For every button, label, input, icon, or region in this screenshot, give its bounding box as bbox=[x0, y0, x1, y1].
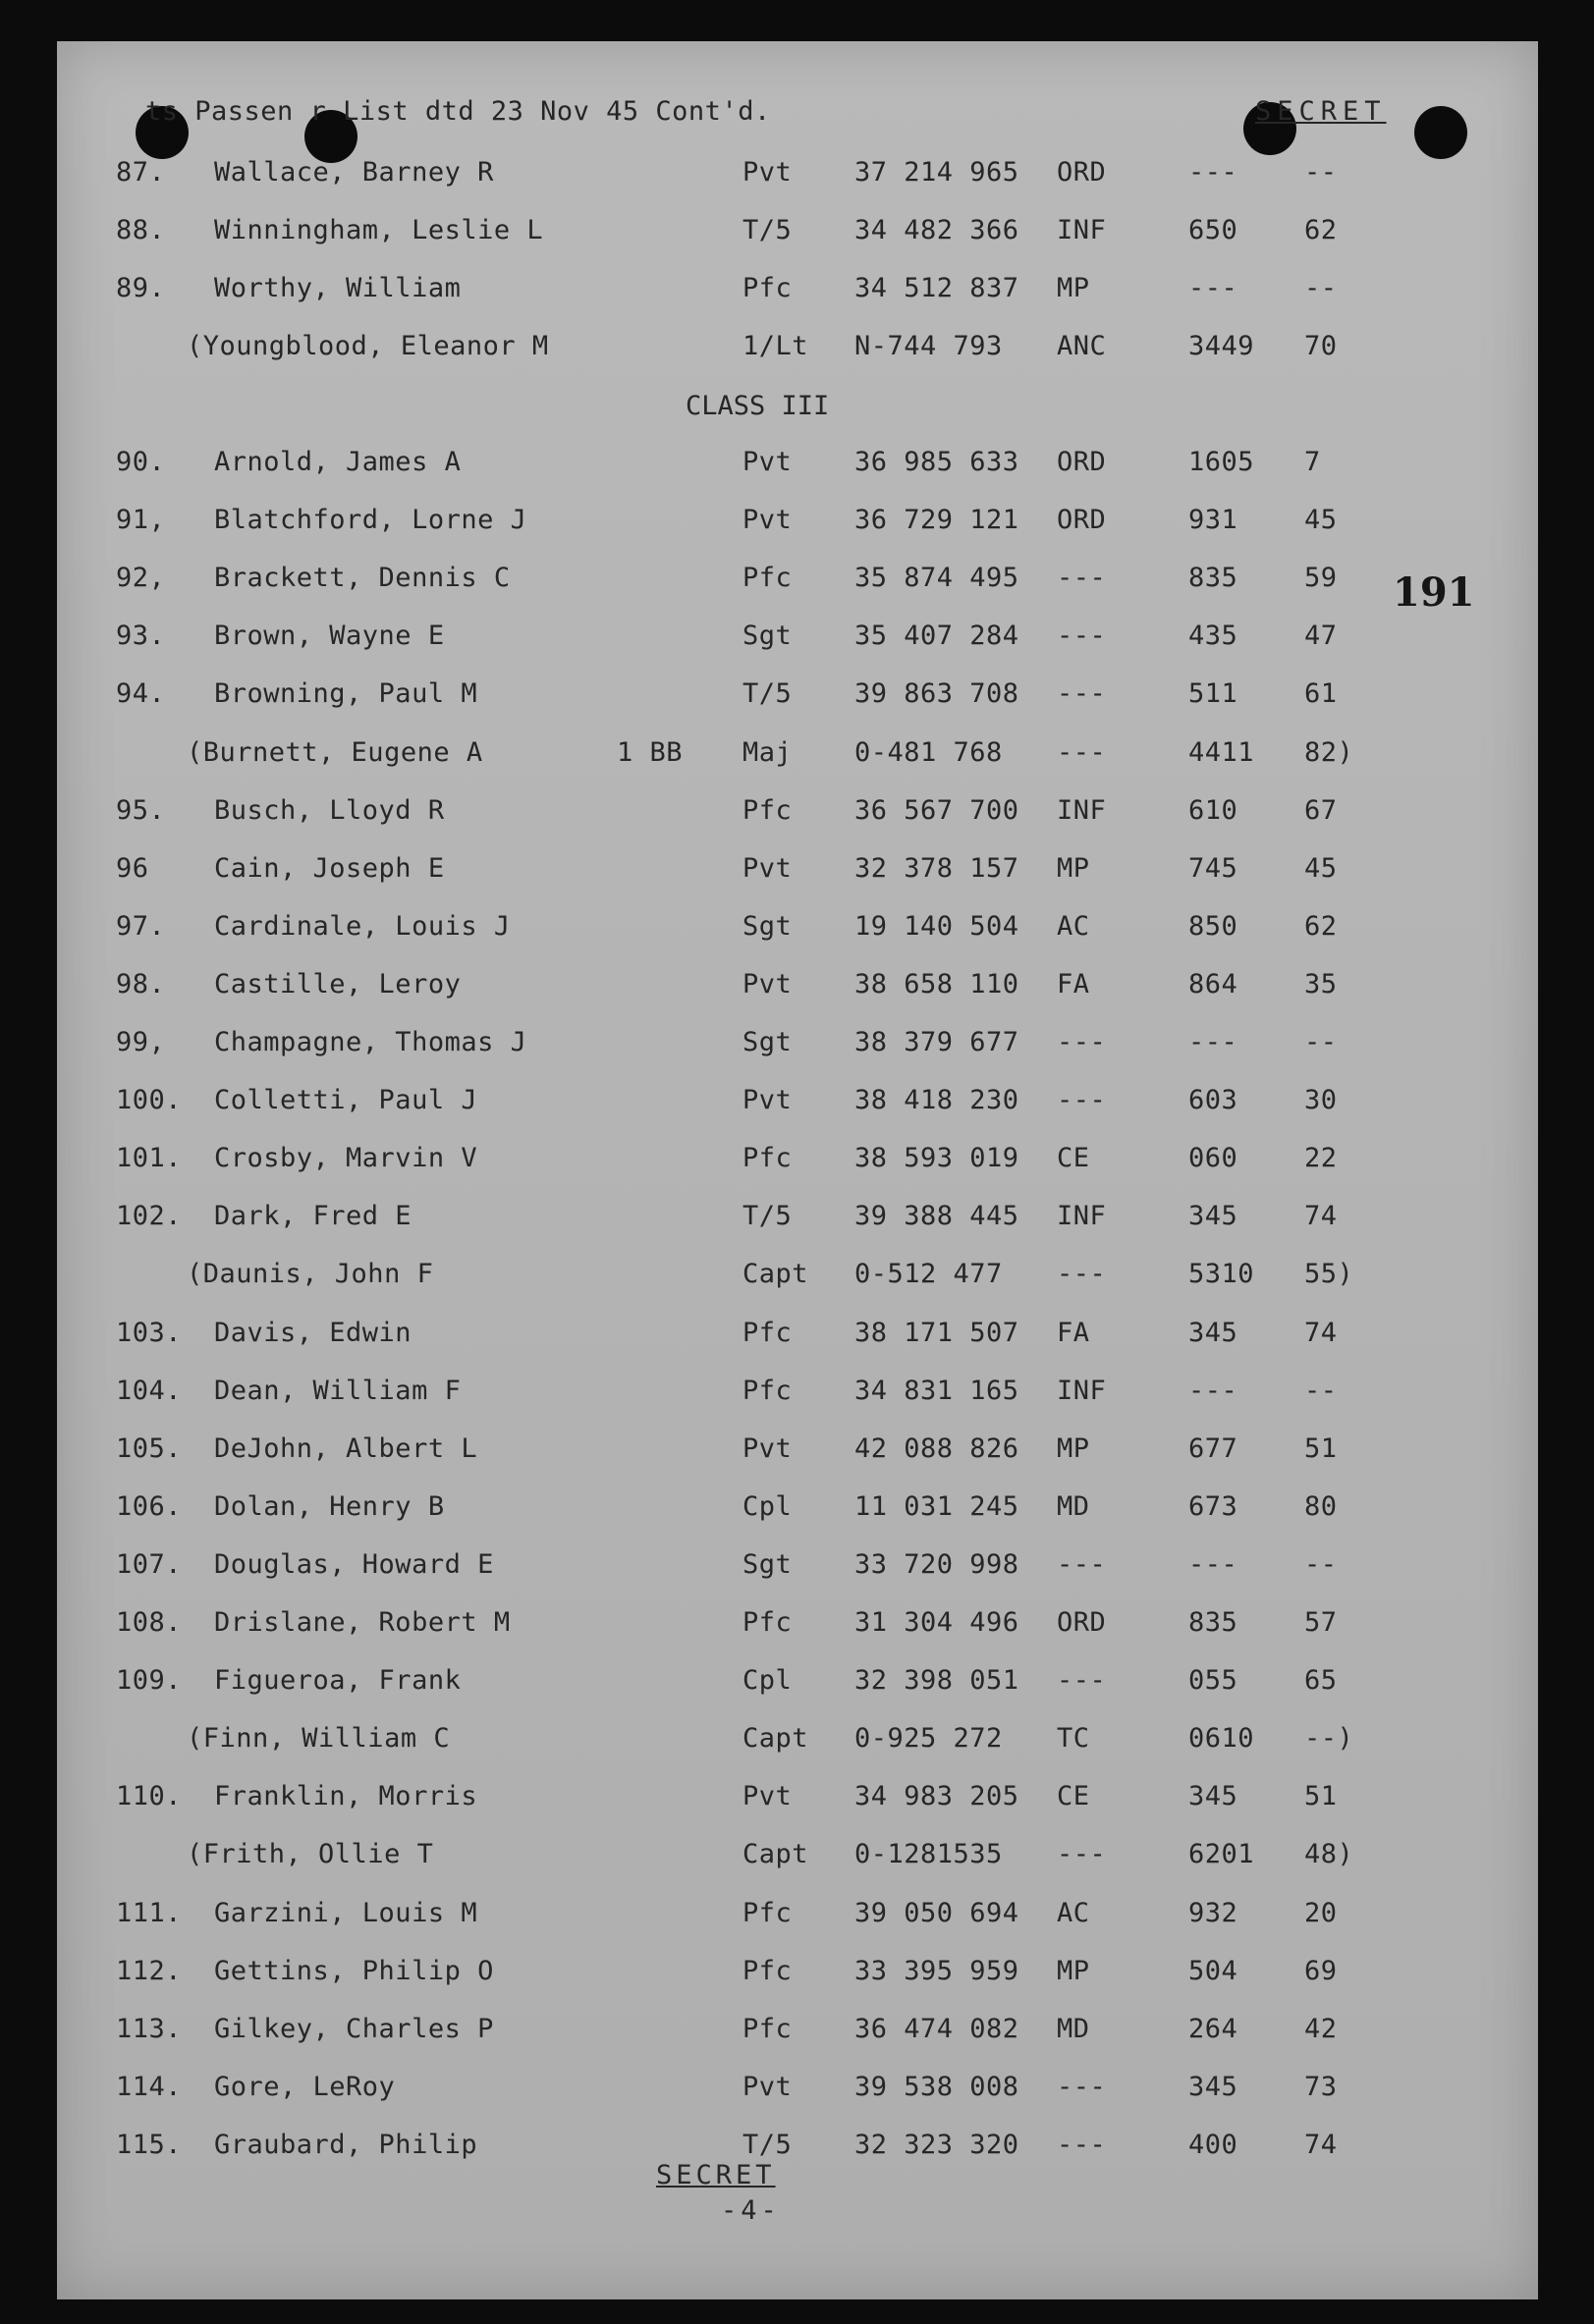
score-value: 47 bbox=[1304, 621, 1338, 652]
score-value: -- bbox=[1304, 273, 1338, 304]
arm-of-service: MD bbox=[1057, 1490, 1090, 1522]
serial-number: N-744 793 bbox=[854, 331, 1003, 362]
code-value: 745 bbox=[1188, 852, 1238, 884]
code-value: 864 bbox=[1188, 968, 1238, 1000]
passenger-rank: T/5 bbox=[742, 1201, 793, 1232]
passenger-row bbox=[0, 1839, 1594, 1878]
arm-of-service: --- bbox=[1057, 1027, 1107, 1057]
row-number: 107. bbox=[116, 1548, 183, 1580]
passenger-row bbox=[0, 273, 1594, 312]
row-number: 94. bbox=[116, 678, 166, 710]
code-value: 060 bbox=[1188, 1143, 1238, 1174]
serial-number: 0-925 272 bbox=[854, 1723, 1003, 1755]
serial-number: 34 831 165 bbox=[854, 1375, 1019, 1406]
score-value: 69 bbox=[1304, 1955, 1338, 1986]
passenger-rank: Pfc bbox=[742, 1317, 793, 1348]
row-number: 108. bbox=[116, 1607, 183, 1638]
score-value: 45 bbox=[1304, 505, 1338, 536]
serial-number: 38 379 677 bbox=[854, 1027, 1019, 1057]
passenger-row bbox=[0, 678, 1594, 718]
passenger-row bbox=[0, 737, 1594, 777]
serial-number: 38 418 230 bbox=[854, 1085, 1019, 1116]
arm-of-service: --- bbox=[1057, 2071, 1107, 2102]
passenger-rank: Cpl bbox=[742, 1665, 793, 1697]
code-value: 5310 bbox=[1188, 1259, 1255, 1290]
passenger-name: Brown, Wayne E bbox=[214, 621, 445, 652]
arm-of-service: MP bbox=[1057, 1955, 1090, 1986]
passenger-rank: Pvt bbox=[742, 1432, 793, 1464]
passenger-row bbox=[0, 1607, 1594, 1647]
passenger-name: DeJohn, Albert L bbox=[214, 1432, 478, 1464]
passenger-name: Worthy, William bbox=[214, 273, 462, 304]
code-value: 511 bbox=[1188, 678, 1238, 710]
passenger-row bbox=[0, 447, 1594, 486]
passenger-name: Dark, Fred E bbox=[214, 1201, 412, 1232]
passenger-row bbox=[0, 969, 1594, 1008]
arm-of-service: --- bbox=[1057, 1085, 1107, 1116]
score-value: 57 bbox=[1304, 1607, 1338, 1638]
serial-number: 36 567 700 bbox=[854, 794, 1019, 826]
arm-of-service: MP bbox=[1057, 1432, 1090, 1464]
passenger-rank: Sgt bbox=[742, 621, 793, 652]
passenger-row bbox=[0, 1723, 1594, 1762]
serial-number: 32 378 157 bbox=[854, 852, 1019, 884]
serial-number: 38 593 019 bbox=[854, 1143, 1019, 1174]
score-value: 51 bbox=[1304, 1432, 1338, 1464]
serial-number: 32 398 051 bbox=[854, 1665, 1019, 1697]
score-value: 30 bbox=[1304, 1085, 1338, 1116]
serial-number: 33 395 959 bbox=[854, 1955, 1019, 1986]
score-value: 51 bbox=[1304, 1781, 1338, 1812]
passenger-name: Drislane, Robert M bbox=[214, 1607, 511, 1638]
arm-of-service: --- bbox=[1057, 1548, 1107, 1580]
passenger-name: Wallace, Barney R bbox=[214, 157, 494, 188]
serial-number: 11 031 245 bbox=[854, 1490, 1019, 1522]
passenger-rank: Pfc bbox=[742, 273, 793, 304]
row-number: 89. bbox=[116, 273, 166, 304]
row-number: 114. bbox=[116, 2071, 183, 2102]
arm-of-service: --- bbox=[1057, 678, 1107, 710]
score-value: 62 bbox=[1304, 910, 1338, 942]
serial-number: 35 874 495 bbox=[854, 563, 1019, 594]
passenger-rank: Pfc bbox=[742, 1143, 793, 1174]
passenger-rank: 1/Lt bbox=[742, 331, 809, 362]
arm-of-service: TC bbox=[1057, 1723, 1090, 1755]
row-number: 101. bbox=[116, 1143, 183, 1174]
code-value: --- bbox=[1188, 273, 1238, 304]
arm-of-service: ORD bbox=[1057, 157, 1107, 188]
code-value: 400 bbox=[1188, 2129, 1238, 2160]
passenger-row bbox=[0, 853, 1594, 892]
serial-number: 35 407 284 bbox=[854, 621, 1019, 652]
serial-number: 31 304 496 bbox=[854, 1607, 1019, 1638]
score-value: 74 bbox=[1304, 2129, 1338, 2160]
code-value: 835 bbox=[1188, 563, 1238, 594]
passenger-row bbox=[0, 911, 1594, 950]
serial-number: 39 863 708 bbox=[854, 678, 1019, 710]
arm-of-service: AC bbox=[1057, 910, 1090, 942]
arm-of-service: MP bbox=[1057, 852, 1090, 884]
score-value: 74 bbox=[1304, 1201, 1338, 1232]
passenger-rank: Pfc bbox=[742, 794, 793, 826]
passenger-row bbox=[0, 1491, 1594, 1531]
code-value: 6201 bbox=[1188, 1839, 1255, 1870]
passenger-name: Figueroa, Frank bbox=[214, 1665, 462, 1697]
serial-number: 36 729 121 bbox=[854, 505, 1019, 536]
serial-number: 38 171 507 bbox=[854, 1317, 1019, 1348]
arm-of-service: INF bbox=[1057, 1201, 1107, 1232]
serial-number: 34 983 205 bbox=[854, 1781, 1019, 1812]
row-number: 109. bbox=[116, 1665, 183, 1697]
serial-number: 39 050 694 bbox=[854, 1897, 1019, 1928]
score-value: -- bbox=[1304, 1027, 1338, 1057]
serial-number: 36 985 633 bbox=[854, 447, 1019, 477]
score-value: -- bbox=[1304, 1375, 1338, 1406]
serial-number: 38 658 110 bbox=[854, 968, 1019, 1000]
passenger-row bbox=[0, 2014, 1594, 2053]
passenger-rank: Pvt bbox=[742, 852, 793, 884]
code-value: 345 bbox=[1188, 1201, 1238, 1232]
row-number: 106. bbox=[116, 1490, 183, 1522]
passenger-name: Arnold, James A bbox=[214, 447, 462, 477]
arm-of-service: --- bbox=[1057, 2129, 1107, 2160]
passenger-rank: Pvt bbox=[742, 2071, 793, 2102]
arm-of-service: ORD bbox=[1057, 1607, 1107, 1638]
passenger-rank: Pvt bbox=[742, 1085, 793, 1116]
passenger-rank: Pvt bbox=[742, 968, 793, 1000]
arm-of-service: --- bbox=[1057, 1259, 1107, 1290]
code-value: --- bbox=[1188, 1375, 1238, 1406]
passenger-row bbox=[0, 1549, 1594, 1589]
arm-of-service: FA bbox=[1057, 1317, 1090, 1348]
passenger-row bbox=[0, 1898, 1594, 1937]
row-number: 100. bbox=[116, 1085, 183, 1116]
passenger-name: Busch, Lloyd R bbox=[214, 794, 445, 826]
passenger-rank: Maj bbox=[742, 736, 793, 768]
serial-number: 32 323 320 bbox=[854, 2129, 1019, 2160]
passenger-name: Cardinale, Louis J bbox=[214, 910, 511, 942]
code-value: --- bbox=[1188, 157, 1238, 188]
arm-of-service: MP bbox=[1057, 273, 1090, 304]
passenger-name: Browning, Paul M bbox=[214, 678, 478, 710]
passenger-name: Brackett, Dennis C bbox=[214, 563, 511, 594]
score-value: 59 bbox=[1304, 563, 1338, 594]
punch-hole-right-b bbox=[1414, 106, 1467, 159]
serial-number: 36 474 082 bbox=[854, 2013, 1019, 2044]
row-number: 113. bbox=[116, 2013, 183, 2044]
passenger-name: (Finn, William C bbox=[187, 1723, 451, 1755]
serial-number: 37 214 965 bbox=[854, 157, 1019, 188]
arm-of-service: AC bbox=[1057, 1897, 1090, 1928]
code-value: 264 bbox=[1188, 2013, 1238, 2044]
row-number: 97. bbox=[116, 910, 166, 942]
passenger-row bbox=[0, 1085, 1594, 1124]
code-value: 345 bbox=[1188, 1317, 1238, 1348]
passenger-row bbox=[0, 1956, 1594, 1995]
passenger-rank: Pvt bbox=[742, 447, 793, 477]
code-value: 0610 bbox=[1188, 1723, 1255, 1755]
passenger-rank: Pfc bbox=[742, 1897, 793, 1928]
serial-number: 39 388 445 bbox=[854, 1201, 1019, 1232]
code-value: --- bbox=[1188, 1027, 1238, 1057]
row-number: 90. bbox=[116, 447, 166, 477]
score-value: 82) bbox=[1304, 736, 1354, 768]
passenger-rank: Sgt bbox=[742, 910, 793, 942]
row-number: 105. bbox=[116, 1432, 183, 1464]
passenger-row bbox=[0, 1259, 1594, 1298]
passenger-name: Gettins, Philip O bbox=[214, 1955, 494, 1986]
score-value: 67 bbox=[1304, 794, 1338, 826]
passenger-name: Graubard, Philip bbox=[214, 2129, 478, 2160]
passenger-row bbox=[0, 1665, 1594, 1704]
code-value: 603 bbox=[1188, 1085, 1238, 1116]
passenger-rank: T/5 bbox=[742, 2129, 793, 2160]
passenger-name: Winningham, Leslie L bbox=[214, 215, 544, 246]
header-title: ts Passen r List dtd 23 Nov 45 Cont'd. bbox=[145, 96, 771, 127]
score-value: 62 bbox=[1304, 215, 1338, 246]
passenger-row bbox=[0, 1318, 1594, 1357]
code-value: 345 bbox=[1188, 2071, 1238, 2102]
code-value: 4411 bbox=[1188, 736, 1255, 768]
passenger-rank: Pfc bbox=[742, 1607, 793, 1638]
score-value: 20 bbox=[1304, 1897, 1338, 1928]
serial-number: 42 088 826 bbox=[854, 1432, 1019, 1464]
code-value: 677 bbox=[1188, 1432, 1238, 1464]
code-value: 835 bbox=[1188, 1607, 1238, 1638]
score-value: 80 bbox=[1304, 1490, 1338, 1522]
arm-of-service: --- bbox=[1057, 563, 1107, 594]
code-value: 931 bbox=[1188, 505, 1238, 536]
passenger-rank: Pfc bbox=[742, 2013, 793, 2044]
code-value: 435 bbox=[1188, 621, 1238, 652]
row-number: 93. bbox=[116, 621, 166, 652]
passenger-name: Garzini, Louis M bbox=[214, 1897, 478, 1928]
row-number: 112. bbox=[116, 1955, 183, 1986]
passenger-rank: Cpl bbox=[742, 1490, 793, 1522]
arm-of-service: --- bbox=[1057, 736, 1107, 768]
arm-of-service: ANC bbox=[1057, 331, 1107, 362]
passenger-row bbox=[0, 1201, 1594, 1240]
passenger-rank: T/5 bbox=[742, 215, 793, 246]
serial-number: 0-512 477 bbox=[854, 1259, 1003, 1290]
serial-number: 33 720 998 bbox=[854, 1548, 1019, 1580]
passenger-row bbox=[0, 215, 1594, 254]
arm-of-service: --- bbox=[1057, 1665, 1107, 1697]
code-value: 673 bbox=[1188, 1490, 1238, 1522]
passenger-rank: Pfc bbox=[742, 1955, 793, 1986]
passenger-row bbox=[0, 157, 1594, 196]
row-number: 115. bbox=[116, 2129, 183, 2160]
score-value: 65 bbox=[1304, 1665, 1338, 1697]
passenger-name: (Burnett, Eugene A bbox=[187, 736, 483, 768]
arm-of-service: ORD bbox=[1057, 447, 1107, 477]
row-number: 110. bbox=[116, 1781, 183, 1812]
row-number: 103. bbox=[116, 1317, 183, 1348]
score-value: 70 bbox=[1304, 331, 1338, 362]
page-number: -4- bbox=[721, 2195, 781, 2226]
arm-of-service: --- bbox=[1057, 1839, 1107, 1870]
score-value: --) bbox=[1304, 1723, 1354, 1755]
passenger-rank: Pvt bbox=[742, 1781, 793, 1812]
passenger-row bbox=[0, 2130, 1594, 2169]
serial-number: 34 512 837 bbox=[854, 273, 1019, 304]
score-value: 48) bbox=[1304, 1839, 1354, 1870]
passenger-name: Colletti, Paul J bbox=[214, 1085, 478, 1116]
passenger-name: Franklin, Morris bbox=[214, 1781, 478, 1812]
passenger-name: Champagne, Thomas J bbox=[214, 1027, 527, 1057]
score-value: 35 bbox=[1304, 968, 1338, 1000]
row-number: 102. bbox=[116, 1201, 183, 1232]
row-number: 91, bbox=[116, 505, 166, 536]
serial-number: 19 140 504 bbox=[854, 910, 1019, 942]
arm-of-service: FA bbox=[1057, 968, 1090, 1000]
passenger-rank: T/5 bbox=[742, 678, 793, 710]
row-number: 104. bbox=[116, 1375, 183, 1406]
score-value: 73 bbox=[1304, 2071, 1338, 2102]
code-value: 650 bbox=[1188, 215, 1238, 246]
code-value: --- bbox=[1188, 1548, 1238, 1580]
passenger-rank: Sgt bbox=[742, 1548, 793, 1580]
passenger-rank: Capt bbox=[742, 1839, 809, 1870]
passenger-row bbox=[0, 2072, 1594, 2111]
code-value: 932 bbox=[1188, 1897, 1238, 1928]
passenger-row bbox=[0, 563, 1594, 602]
passenger-name: Blatchford, Lorne J bbox=[214, 505, 527, 536]
score-value: 55) bbox=[1304, 1259, 1354, 1290]
score-value: -- bbox=[1304, 1548, 1338, 1580]
row-number: 92, bbox=[116, 563, 166, 594]
code-value: 850 bbox=[1188, 910, 1238, 942]
passenger-name: Gore, LeRoy bbox=[214, 2071, 396, 2102]
passenger-note: 1 BB bbox=[617, 736, 684, 768]
row-number: 88. bbox=[116, 215, 166, 246]
passenger-rank: Pvt bbox=[742, 157, 793, 188]
row-number: 98. bbox=[116, 968, 166, 1000]
row-number: 111. bbox=[116, 1897, 183, 1928]
passenger-name: Gilkey, Charles P bbox=[214, 2013, 494, 2044]
passenger-row bbox=[0, 1027, 1594, 1066]
section-title: CLASS III bbox=[686, 391, 830, 421]
passenger-name: Castille, Leroy bbox=[214, 968, 462, 1000]
score-value: 74 bbox=[1304, 1317, 1338, 1348]
passenger-row bbox=[0, 1781, 1594, 1820]
passenger-row bbox=[0, 505, 1594, 544]
row-number: 87. bbox=[116, 157, 166, 188]
passenger-rank: Pfc bbox=[742, 563, 793, 594]
page-stamp-number: 191 bbox=[1393, 569, 1475, 616]
row-number: 99, bbox=[116, 1027, 166, 1057]
passenger-row bbox=[0, 795, 1594, 835]
score-value: 7 bbox=[1304, 447, 1321, 477]
passenger-name: (Frith, Ollie T bbox=[187, 1839, 434, 1870]
arm-of-service: INF bbox=[1057, 794, 1107, 826]
arm-of-service: INF bbox=[1057, 1375, 1107, 1406]
score-value: 45 bbox=[1304, 852, 1338, 884]
code-value: 345 bbox=[1188, 1781, 1238, 1812]
passenger-name: Crosby, Marvin V bbox=[214, 1143, 478, 1174]
passenger-rank: Capt bbox=[742, 1723, 809, 1755]
passenger-name: Dolan, Henry B bbox=[214, 1490, 445, 1522]
passenger-name: Douglas, Howard E bbox=[214, 1548, 494, 1580]
passenger-rank: Pvt bbox=[742, 505, 793, 536]
row-number: 96 bbox=[116, 852, 149, 884]
passenger-name: Dean, William F bbox=[214, 1375, 462, 1406]
arm-of-service: ORD bbox=[1057, 505, 1107, 536]
arm-of-service: --- bbox=[1057, 621, 1107, 652]
arm-of-service: CE bbox=[1057, 1143, 1090, 1174]
code-value: 1605 bbox=[1188, 447, 1255, 477]
serial-number: 0-1281535 bbox=[854, 1839, 1003, 1870]
serial-number: 0-481 768 bbox=[854, 736, 1003, 768]
score-value: 61 bbox=[1304, 678, 1338, 710]
footer-classification: SECRET bbox=[656, 2160, 776, 2190]
passenger-row bbox=[0, 1376, 1594, 1415]
row-number: 95. bbox=[116, 794, 166, 826]
passenger-name: Davis, Edwin bbox=[214, 1317, 412, 1348]
arm-of-service: MD bbox=[1057, 2013, 1090, 2044]
serial-number: 34 482 366 bbox=[854, 215, 1019, 246]
header-classification: SECRET bbox=[1255, 96, 1387, 127]
passenger-row bbox=[0, 1433, 1594, 1473]
arm-of-service: CE bbox=[1057, 1781, 1090, 1812]
passenger-row bbox=[0, 621, 1594, 660]
serial-number: 39 538 008 bbox=[854, 2071, 1019, 2102]
code-value: 610 bbox=[1188, 794, 1238, 826]
passenger-rank: Capt bbox=[742, 1259, 809, 1290]
score-value: 42 bbox=[1304, 2013, 1338, 2044]
score-value: -- bbox=[1304, 157, 1338, 188]
code-value: 504 bbox=[1188, 1955, 1238, 1986]
passenger-name: Cain, Joseph E bbox=[214, 852, 445, 884]
passenger-row bbox=[0, 1143, 1594, 1182]
code-value: 055 bbox=[1188, 1665, 1238, 1697]
passenger-name: (Youngblood, Eleanor M bbox=[187, 331, 549, 362]
arm-of-service: INF bbox=[1057, 215, 1107, 246]
passenger-rank: Pfc bbox=[742, 1375, 793, 1406]
passenger-name: (Daunis, John F bbox=[187, 1259, 434, 1290]
passenger-row bbox=[0, 331, 1594, 370]
score-value: 22 bbox=[1304, 1143, 1338, 1174]
code-value: 3449 bbox=[1188, 331, 1255, 362]
passenger-rank: Sgt bbox=[742, 1027, 793, 1057]
